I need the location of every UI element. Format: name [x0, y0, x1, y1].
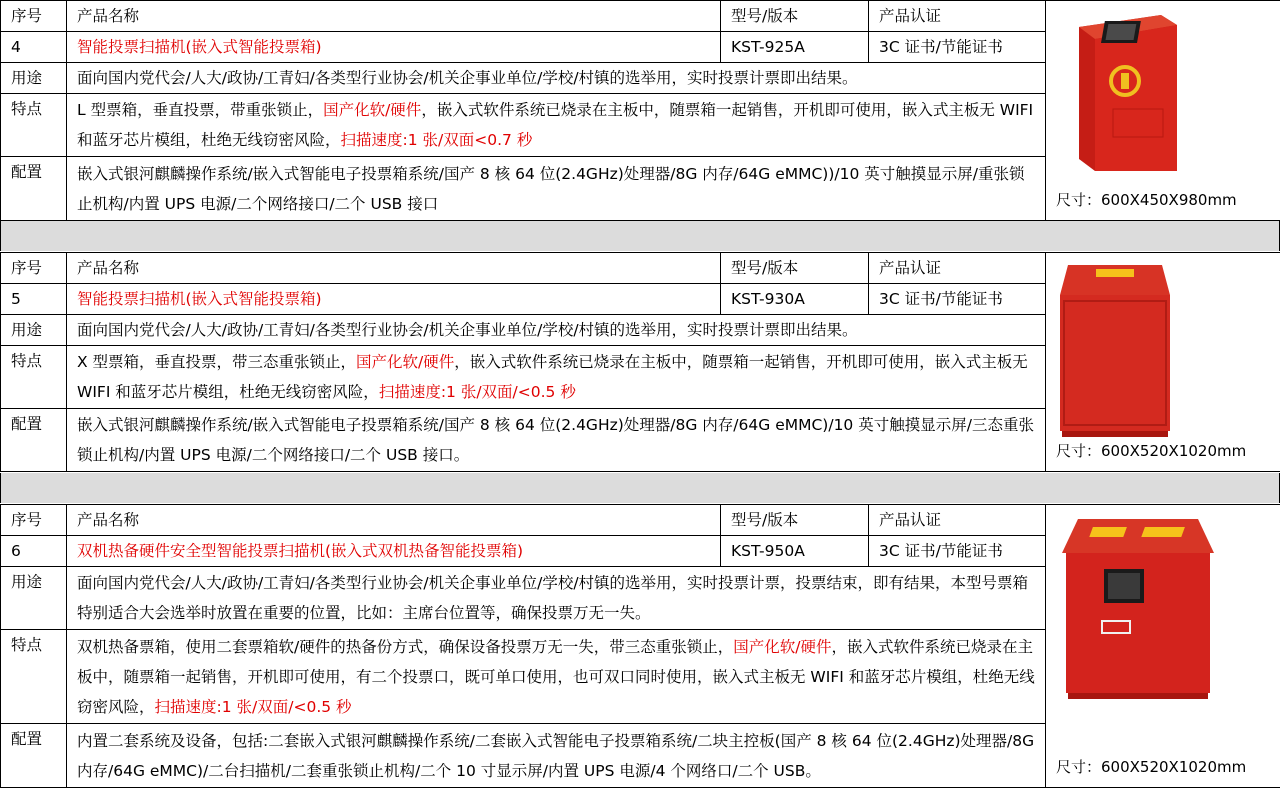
model-value: KST-925A — [721, 32, 869, 63]
header-row — [1, 1, 1280, 32]
name-header: 产品名称 — [67, 505, 721, 536]
product-size: 尺寸：600X450X980mm — [1056, 191, 1237, 209]
model-value: KST-930A — [721, 284, 869, 315]
product-table-6 — [0, 504, 1280, 788]
product-name: 智能投票扫描机(嵌入式智能投票箱) — [67, 32, 721, 63]
model-header: 型号/版本 — [721, 253, 869, 284]
product-table-5 — [0, 252, 1280, 472]
product-name: 双机热备硬件安全型智能投票扫描机(嵌入式双机热备智能投票箱) — [67, 536, 721, 567]
cert-header: 产品认证 — [869, 1, 1046, 32]
feature-label: 特点 — [1, 346, 67, 409]
cert-value: 3C 证书/节能证书 — [869, 32, 1046, 63]
feature-text: 双机热备票箱，使用二套票箱软/硬件的热备份方式，确保设备投票万无一失，带三态重张锁止，国产化软/硬件，嵌入式软件系统已烧录在主板中，随票箱一起销售，开机即可使用，有二个投票口，既可单口使用，也可双口同时使用，嵌入式主板无 WIFI 和蓝牙芯片模组，杜绝无线窃密风险，扫描速度:1 张/双面/<0.5 秒 — [67, 630, 1046, 724]
product-name: 智能投票扫描机(嵌入式智能投票箱) — [67, 284, 721, 315]
name-header: 产品名称 — [67, 1, 721, 32]
usage-label: 用途 — [1, 63, 67, 94]
product-image-cell — [1046, 1, 1280, 221]
seq-value: 6 — [1, 536, 67, 567]
config-label: 配置 — [1, 409, 67, 472]
cert-value: 3C 证书/节能证书 — [869, 284, 1046, 315]
config-text: 嵌入式银河麒麟操作系统/嵌入式智能电子投票箱系统/国产 8 核 64 位(2.4GHz)处理器/8G 内存/64G eMMC)/10 英寸触摸显示屏/三态重张锁止机构/内置 UPS 电源/二个网络接口/二个 USB 接口。 — [67, 409, 1046, 472]
model-header: 型号/版本 — [721, 1, 869, 32]
cert-header: 产品认证 — [869, 505, 1046, 536]
product-image — [1058, 513, 1218, 703]
header-row — [1, 253, 1280, 284]
config-label: 配置 — [1, 724, 67, 788]
cert-value: 3C 证书/节能证书 — [869, 536, 1046, 567]
feature-text: L 型票箱，垂直投票，带重张锁止，国产化软/硬件，嵌入式软件系统已烧录在主板中，随票箱一起销售，开机即可使用，嵌入式主板无 WIFI 和蓝牙芯片模组，杜绝无线窃密风险，扫描速度:1 张/双面<0.7 秒 — [67, 94, 1046, 157]
usage-label: 用途 — [1, 315, 67, 346]
feature-label: 特点 — [1, 94, 67, 157]
config-label: 配置 — [1, 157, 67, 221]
model-header: 型号/版本 — [721, 505, 869, 536]
product-size: 尺寸：600X520X1020mm — [1056, 758, 1247, 776]
product-image — [1077, 9, 1179, 175]
usage-label: 用途 — [1, 567, 67, 630]
usage-text: 面向国内党代会/人大/政协/工青妇/各类型行业协会/机关企事业单位/学校/村镇的选举用，实时投票计票即出结果。 — [67, 315, 1046, 346]
config-text: 嵌入式银河麒麟操作系统/嵌入式智能电子投票箱系统/国产 8 核 64 位(2.4GHz)处理器/8G 内存/64G eMMC))/10 英寸触摸显示屏/重张锁止机构/内置 UPS 电源/二个网络接口/二个 USB 接口 — [67, 157, 1046, 221]
config-text: 内置二套系统及设备，包括:二套嵌入式银河麒麟操作系统/二套嵌入式智能电子投票箱系统/二块主控板(国产 8 核 64 位(2.4GHz)处理器/8G 内存/64G eMMC)/二台扫描机/二套重张锁止机构/二个 10 寸显示屏/内置 UPS 电源/4 个网络口/二个 USB。 — [67, 724, 1046, 788]
product-image-cell — [1046, 505, 1280, 788]
usage-text: 面向国内党代会/人大/政协/工青妇/各类型行业协会/机关企事业单位/学校/村镇的选举用，实时投票计票，投票结束，即有结果，本型号票箱特别适合大会选举时放置在重要的位置，比如：主席台位置等，确保投票万无一失。 — [67, 567, 1046, 630]
product-image — [1056, 263, 1174, 439]
seq-header: 序号 — [1, 1, 67, 32]
product-table-4 — [0, 0, 1280, 221]
model-value: KST-950A — [721, 536, 869, 567]
seq-header: 序号 — [1, 253, 67, 284]
section-separator — [0, 221, 1280, 251]
section-separator — [0, 473, 1280, 503]
product-image-cell — [1046, 253, 1280, 472]
usage-text: 面向国内党代会/人大/政协/工青妇/各类型行业协会/机关企事业单位/学校/村镇的选举用，实时投票计票即出结果。 — [67, 63, 1046, 94]
cert-header: 产品认证 — [869, 253, 1046, 284]
feature-label: 特点 — [1, 630, 67, 724]
seq-value: 4 — [1, 32, 67, 63]
seq-header: 序号 — [1, 505, 67, 536]
feature-text: X 型票箱，垂直投票，带三态重张锁止，国产化软/硬件，嵌入式软件系统已烧录在主板中，随票箱一起销售，开机即可使用，嵌入式主板无 WIFI 和蓝牙芯片模组，杜绝无线窃密风险，扫描速度:1 张/双面/<0.5 秒 — [67, 346, 1046, 409]
header-row — [1, 505, 1280, 536]
seq-value: 5 — [1, 284, 67, 315]
product-size: 尺寸：600X520X1020mm — [1056, 442, 1247, 460]
name-header: 产品名称 — [67, 253, 721, 284]
